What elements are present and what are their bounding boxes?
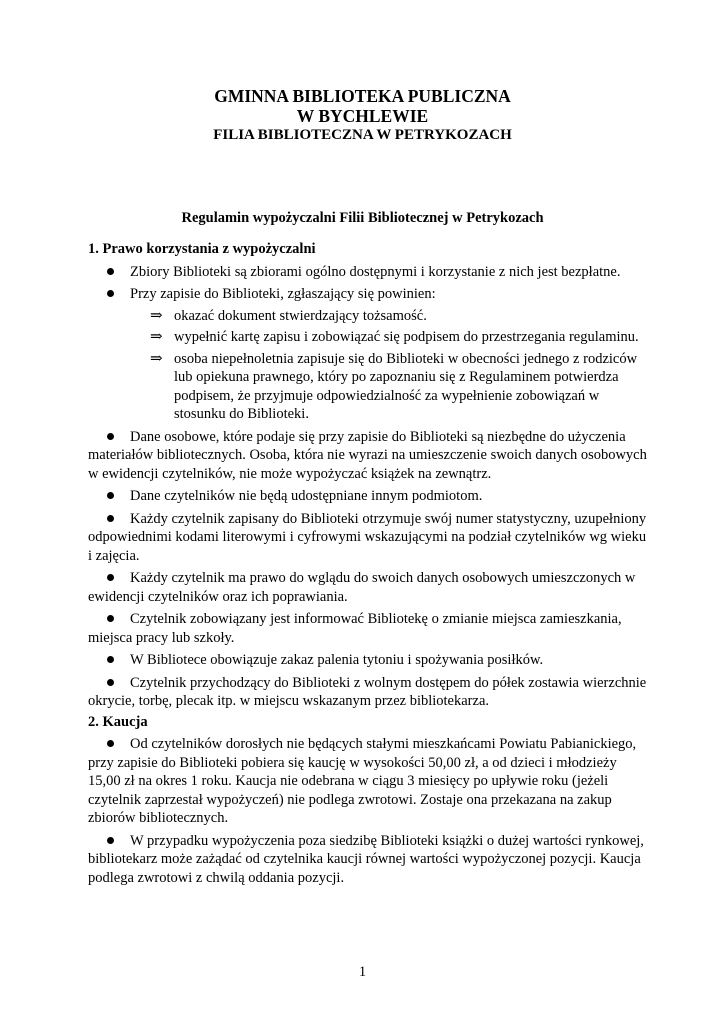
list-item	[88, 610, 648, 647]
bullet-icon	[107, 285, 114, 304]
bullet-icon	[107, 428, 130, 447]
section-heading-usage-rights: 1. Prawo korzystania z wypożyczalni	[88, 241, 316, 257]
list-item-text: W Bibliotece obowiązuje zakaz palenia tytoniu i spożywania posiłków.	[130, 652, 544, 668]
regulation-title: Regulamin wypożyczalni Filii Bibliotecznej w Petrykozach	[181, 210, 544, 226]
list-item-text: Dane czytelników nie będą udostępniane innym podmiotom.	[130, 488, 483, 504]
list-item	[88, 735, 648, 828]
list-item	[88, 263, 648, 282]
bullet-icon	[107, 832, 130, 851]
list-item-text: Każdy czytelnik zapisany do Biblioteki otrzymuje swój numer statystyczny, uzupełniony odpowiednimi kodami literowymi i cyfrowymi wskazującymi na podział czytelników wg wieku i zajęcia.	[88, 510, 647, 564]
list-item-text: Czytelnik przychodzący do Biblioteki z wolnym dostępem do półek zostawia wierzchnie okrycie, torbę, plecak itp. w miejscu wskazanym przez bibliotekarza.	[88, 674, 647, 709]
list-item	[88, 674, 648, 711]
bullet-icon	[107, 735, 130, 754]
sub-list-item-text: wypełnić kartę zapisu i zobowiązać się podpisem do przestrzegania regulaminu.	[174, 329, 639, 345]
double-arrow-icon: ⇒	[150, 329, 163, 345]
sub-list-item	[88, 328, 648, 347]
list-item-text: Czytelnik zobowiązany jest informować Bibliotekę o zmianie miejsca zamieszkania, miejsca pracy lub szkoły.	[88, 611, 622, 646]
list-item	[88, 569, 648, 606]
list-item	[88, 487, 648, 506]
bullet-icon	[107, 569, 130, 588]
section-heading-deposit: 2. Kaucja	[88, 713, 148, 730]
double-arrow-icon: ⇒	[150, 307, 163, 324]
bullet-icon	[107, 674, 130, 693]
document-header	[0, 86, 725, 144]
list-item-text: Zbiory Biblioteki są zbiorami ogólno dostępnymi i korzystanie z nich jest bezpłatne.	[130, 263, 621, 280]
list-item-text: W przypadku wypożyczenia poza siedzibę Biblioteki książki o dużej wartości rynkowej, bibliotekarz może zażądać od czytelnika kaucji równej wartości wypożyczonej pozycji. Kaucja podlega zwrotowi z chwilą oddania pozycji.	[88, 832, 644, 886]
list-item-text: Dane osobowe, które podaje się przy zapisie do Biblioteki są niezbędne do użyczenia materiałów bibliotecznych. Osoba, która nie wyrazi na umieszczenie swoich danych osobowych w ewidencji czytelników, nie może wypożyczać książek na zewnątrz.	[88, 428, 647, 482]
sub-list-item	[88, 350, 648, 424]
library-name: GMINNA BIBLIOTEKA PUBLICZNA	[214, 86, 511, 106]
branch-name: FILIA BIBLIOTECZNA W PETRYKOZACH	[213, 127, 512, 143]
list-item-text: Każdy czytelnik ma prawo do wglądu do swoich danych osobowych umieszczonych w ewidencji czytelników oraz ich poprawiania.	[88, 570, 636, 605]
bullet-icon	[107, 510, 130, 529]
sub-list-item	[88, 307, 648, 326]
list-item	[88, 832, 648, 888]
list-item	[88, 428, 648, 484]
list-item	[88, 651, 648, 670]
list-item	[88, 510, 648, 566]
list-item-text: Od czytelników dorosłych nie będących stałymi mieszkańcami Powiatu Pabianickiego, przy zapisie do Biblioteki pobiera się kaucję w wysokości 50,00 zł, a od dzieci i młodzieży 15,00 zł na okres 1 roku. Kaucja nie odebrana w ciągu 3 miesięcy po upływie roku (jeżeli czytelnik zaprzestał wypożyczeń) nie podlega zwrotowi. Zostaje ona przekazana na zakup zbiorów bibliotecznych.	[88, 736, 637, 826]
bullet-icon	[107, 487, 114, 506]
page-number: 1	[358, 964, 367, 980]
bullet-icon	[107, 610, 130, 629]
document-body	[88, 240, 648, 887]
double-arrow-icon: ⇒	[150, 350, 163, 367]
library-location: W BYCHLEWIE	[296, 106, 429, 126]
sub-list-item-text: osoba niepełnoletnia zapisuje się do Biblioteki w obecności jednego z rodziców lub opiekuna prawnego, który po zapoznaniu się z Regulaminem potwierdza podpisem, że przyjmuje odpowiedzialność za wypełnienie zobowiązań w stosunku do Biblioteki.	[174, 350, 638, 422]
bullet-icon	[107, 263, 114, 282]
list-item-text: Przy zapisie do Biblioteki, zgłaszający się powinien:	[130, 286, 436, 302]
bullet-icon	[107, 651, 114, 670]
sub-list-item-text: okazać dokument stwierdzający tożsamość.	[174, 307, 427, 324]
list-item	[88, 285, 648, 304]
